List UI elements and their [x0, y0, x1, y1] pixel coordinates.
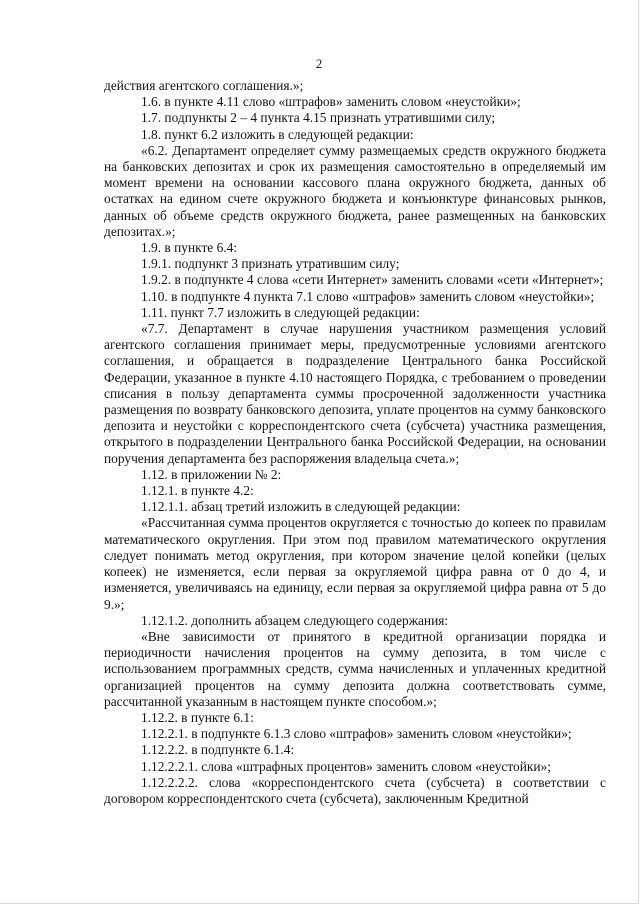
paragraph: 1.10. в подпункте 4 пункта 7.1 слово «штрафов» заменить словом «неустойки»; [141, 288, 595, 304]
paragraph: 1.9.2. в подпункте 4 слова «сети Интернет» заменить словами «сети «Интернет»; [141, 272, 604, 288]
document-body [104, 78, 606, 807]
paragraph: 1.12.1. в пункте 4.2: [141, 483, 254, 499]
page-number: 2 [315, 56, 323, 71]
paragraph: «Вне зависимости от принятого в кредитной организации порядка и периодичности начисления процентов на сумму депозита, в том числе с использованием программных средств, сумма начисленных и уплаченных кредитной организацией процентов на сумму депозита должна соответствовать сумме, рассчитанной указанным в настоящем пункте способом.»; [104, 628, 606, 709]
paragraph: 1.12.2.2.2. слова «корреспондентского счета (субсчета) в соответствии с договором корреспондентского счета (субсчета), заключенным Кредитной [104, 774, 606, 806]
paragraph: 1.7. подпункты 2 – 4 пункта 4.15 признать утратившими силу; [141, 110, 496, 126]
paragraph: 1.12.1.2. дополнить абзацем следующего содержания: [141, 612, 449, 628]
paragraph: 1.11. пункт 7.7 изложить в следующей редакции: [141, 304, 420, 320]
paragraph: 1.12.2.2. в подпункте 6.1.4: [141, 742, 295, 758]
paragraph: 1.12. в приложении № 2: [141, 466, 282, 482]
paragraph: 1.12.2.2.1. слова «штрафных процентов» заменить словом «неустойки»; [141, 758, 551, 774]
paragraph: 1.6. в пункте 4.11 слово «штрафов» заменить словом «неустойки»; [141, 94, 521, 110]
paragraph: «7.7. Департамент в случае нарушения участником размещения условий агентского соглашения принимает меры, предусмотренные условиями агентского соглашения, и обращается в подразделение Центрального банка Российской Федерации, указанное в пункте 4.10 настоящего Порядка, с требованием о проведении списания в пользу департамента суммы просроченной задолженности участника размещения по возврату банковского депозита, уплате процентов на сумму банковского депозита и неустойки с корреспондентского счета (субсчета) участника размещения, открытого в подразделении Центрального банка Российской Федерации, на основании поручения департамента без распоряжения владельца счета.»; [104, 321, 606, 466]
paragraph: 1.9. в пункте 6.4: [141, 240, 238, 256]
paragraph: 1.8. пункт 6.2 изложить в следующей редакции: [141, 126, 414, 142]
paragraph: действия агентского соглашения.»; [104, 78, 304, 93]
paragraph: 1.12.2.1. в подпункте 6.1.3 слово «штрафов» заменить словом «неустойки»; [141, 726, 572, 742]
paragraph: 1.9.1. подпункт 3 признать утратившим силу; [141, 256, 400, 272]
paragraph: 1.12.1.1. абзац третий изложить в следующей редакции: [141, 499, 461, 515]
paragraph: «6.2. Департамент определяет сумму размещаемых средств окружного бюджета на банковских депозитах и срок их размещения самостоятельно в определяемый им момент времени на основании кассового плана окружного бюджета, данных об остатках на едином счете окружного бюджета и конъюнктуре финансовых рынков, данных об объеме средств окружного бюджета, ранее размещенных на банковских депозитах.»; [104, 142, 606, 239]
paragraph: 1.12.2. в пункте 6.1: [141, 709, 254, 725]
paragraph: «Рассчитанная сумма процентов округляется с точностью до копеек по правилам математического округления. При этом под правилом математического округления следует понимать метод округления, при котором значение целой копейки (целых копеек) не изменяется, если первая за округляемой цифра равна от 0 до 4, и изменяется, увеличиваясь на единицу, если первая за округляемой цифра равна от 5 до 9.»; [104, 515, 606, 612]
